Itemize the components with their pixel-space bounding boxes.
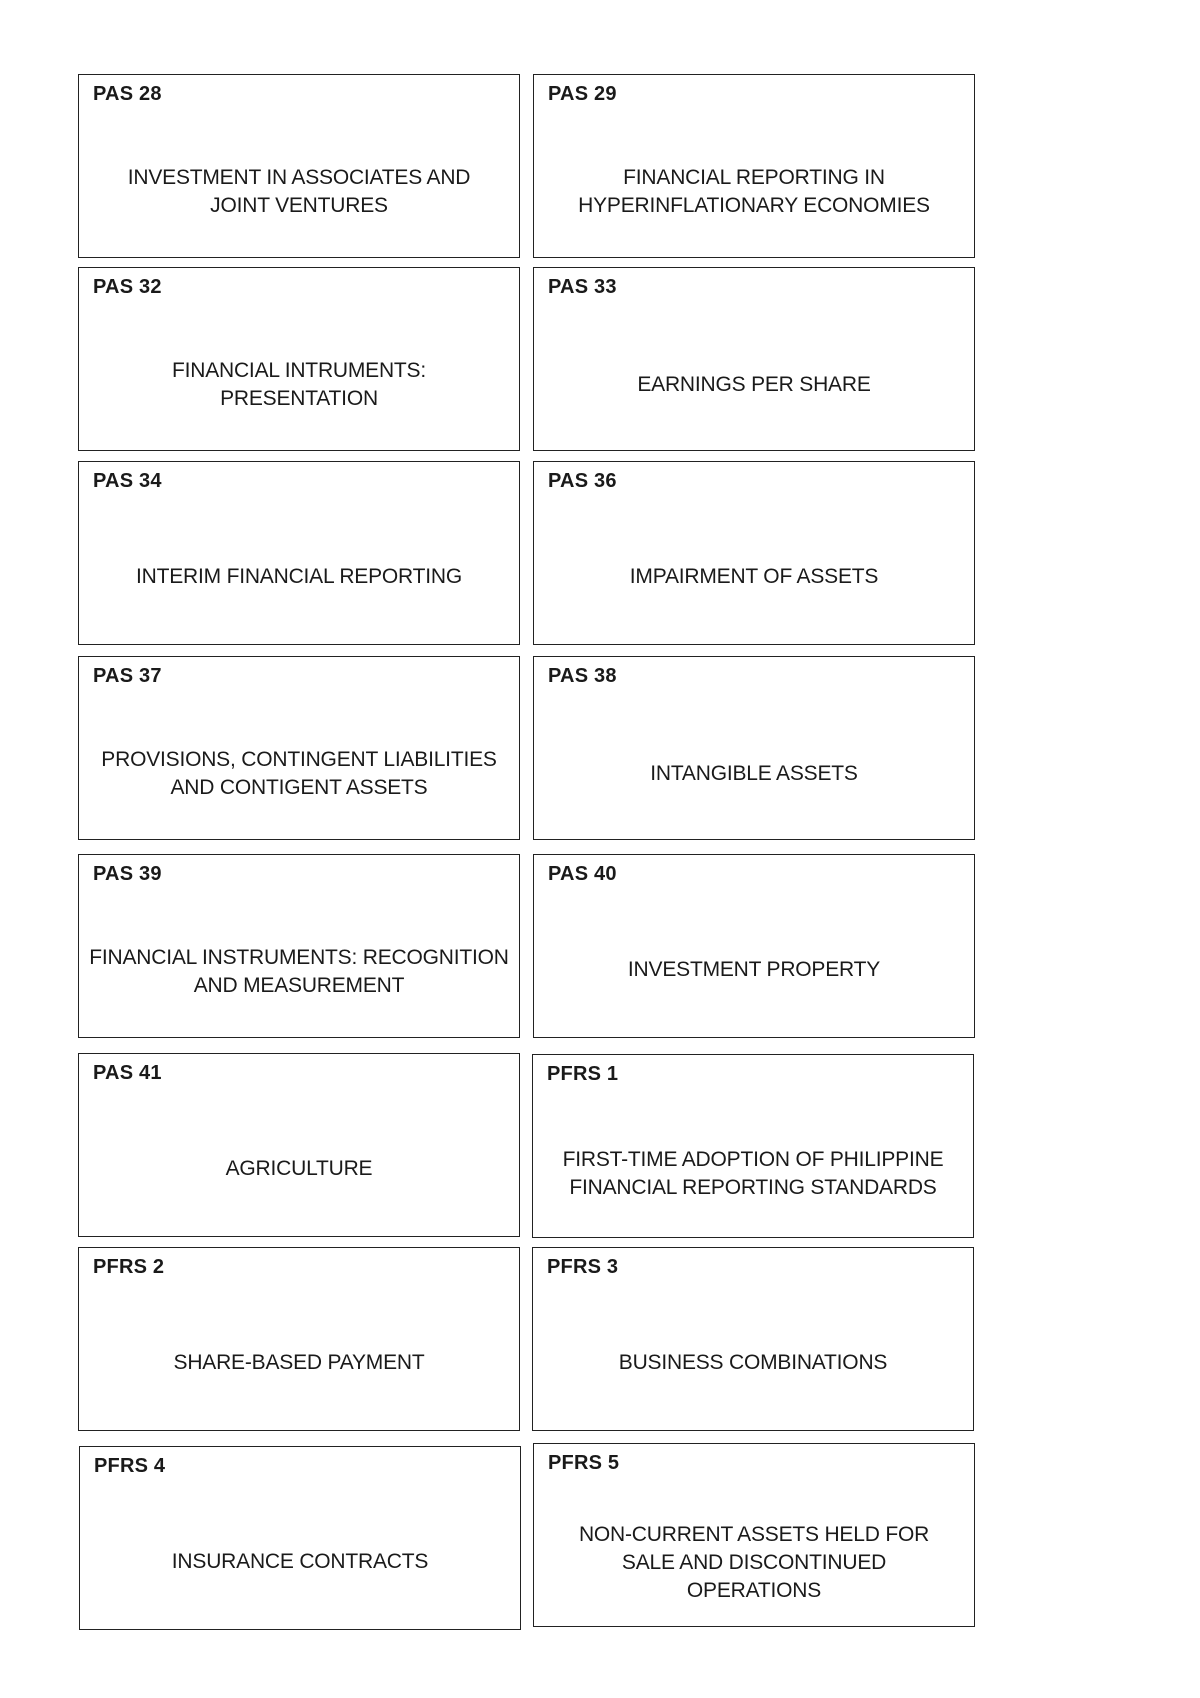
standard-title-wrap xyxy=(89,1106,509,1232)
standard-title-wrap xyxy=(85,713,513,835)
card-pfrs-5 xyxy=(533,1443,975,1627)
standard-title-wrap xyxy=(89,1300,509,1426)
standard-title-wrap xyxy=(544,131,964,253)
card-pas-37 xyxy=(78,656,520,840)
card-pas-40 xyxy=(533,854,975,1038)
standard-title: INTANGIBLE ASSETS xyxy=(650,762,858,785)
standard-title: EARNINGS PER SHARE xyxy=(637,373,871,396)
standard-code: PAS 40 xyxy=(548,863,617,885)
card-pfrs-4 xyxy=(79,1446,521,1630)
standard-title: FINANCIAL INSTRUMENTS: RECOGNITION AND MEASUREMENT xyxy=(89,946,509,997)
standard-title-wrap xyxy=(544,1504,964,1622)
standard-title: FINANCIAL INTRUMENTS: PRESENTATION xyxy=(171,359,427,410)
standard-code: PAS 34 xyxy=(93,470,162,492)
card-pas-32 xyxy=(78,267,520,451)
standard-title: IMPAIRMENT OF ASSETS xyxy=(629,565,879,588)
standard-title-wrap xyxy=(89,514,509,640)
card-pas-39 xyxy=(78,854,520,1038)
card-pfrs-1 xyxy=(532,1054,974,1238)
standard-code: PFRS 3 xyxy=(547,1256,619,1278)
standard-title: FINANCIAL REPORTING IN HYPERINFLATIONARY ECONOMIES xyxy=(578,166,930,217)
standard-code: PAS 32 xyxy=(93,276,162,298)
standard-title-wrap xyxy=(544,713,964,835)
standard-title-wrap xyxy=(544,514,964,640)
standard-code: PFRS 5 xyxy=(548,1452,620,1474)
standard-code: PAS 33 xyxy=(548,276,617,298)
standard-code: PAS 39 xyxy=(93,863,162,885)
standard-code: PFRS 2 xyxy=(93,1256,165,1278)
standard-title: INSURANCE CONTRACTS xyxy=(171,1550,429,1573)
standard-code: PAS 41 xyxy=(93,1062,162,1084)
standard-code: PFRS 4 xyxy=(94,1455,166,1477)
standard-code: PAS 38 xyxy=(548,665,617,687)
standard-title: FIRST-TIME ADOPTION OF PHILIPPINE FINANCIAL REPORTING STANDARDS xyxy=(562,1148,944,1199)
card-pfrs-3 xyxy=(532,1247,974,1431)
standard-title: SHARE-BASED PAYMENT xyxy=(173,1351,425,1374)
card-pas-33 xyxy=(533,267,975,451)
standard-code: PAS 29 xyxy=(548,83,617,105)
card-pas-36 xyxy=(533,461,975,645)
standard-title: AGRICULTURE xyxy=(225,1157,373,1180)
standard-title-wrap xyxy=(85,911,513,1033)
standard-code: PFRS 1 xyxy=(547,1063,619,1085)
standard-title: NON-CURRENT ASSETS HELD FOR SALE AND DISCONTINUED OPERATIONS xyxy=(578,1523,930,1602)
standard-title-wrap xyxy=(543,1115,963,1233)
standard-title: PROVISIONS, CONTINGENT LIABILITIES AND CONTIGENT ASSETS xyxy=(101,748,497,799)
card-pas-28 xyxy=(78,74,520,258)
standard-code: PAS 28 xyxy=(93,83,162,105)
standard-title: BUSINESS COMBINATIONS xyxy=(618,1351,888,1374)
standard-title-wrap xyxy=(90,1499,510,1625)
standard-title-wrap xyxy=(544,324,964,446)
card-pas-41 xyxy=(78,1053,520,1237)
standard-title-wrap xyxy=(543,1300,963,1426)
standard-code: PAS 37 xyxy=(93,665,162,687)
standard-title: INVESTMENT IN ASSOCIATES AND JOINT VENTURES xyxy=(127,166,471,217)
standard-title: INVESTMENT PROPERTY xyxy=(627,958,881,981)
standard-title-wrap xyxy=(89,324,509,446)
standard-title-wrap xyxy=(89,131,509,253)
standard-title-wrap xyxy=(544,907,964,1033)
standard-title: INTERIM FINANCIAL REPORTING xyxy=(136,565,462,588)
card-pas-34 xyxy=(78,461,520,645)
standard-code: PAS 36 xyxy=(548,470,617,492)
card-pas-38 xyxy=(533,656,975,840)
card-pas-29 xyxy=(533,74,975,258)
card-pfrs-2 xyxy=(78,1247,520,1431)
